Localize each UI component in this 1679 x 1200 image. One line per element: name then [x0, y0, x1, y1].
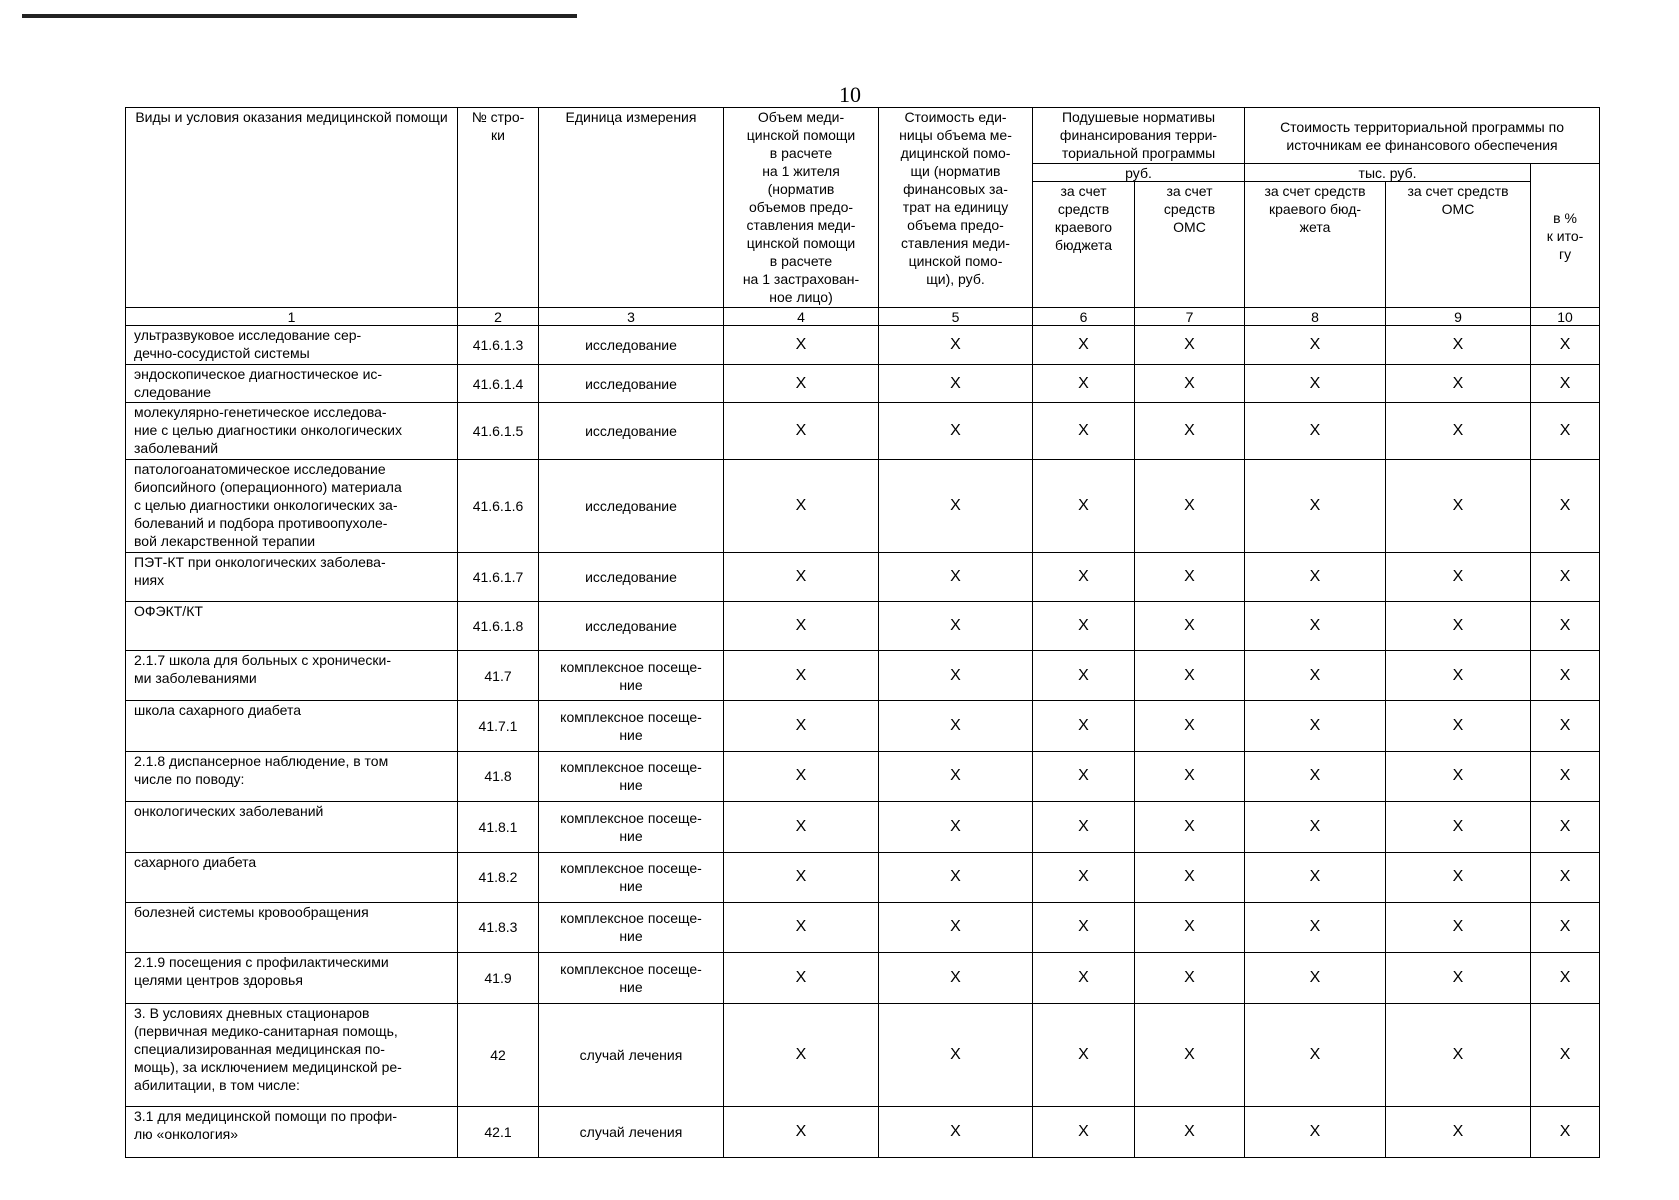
top-rule — [22, 14, 577, 18]
table-row — [126, 701, 1600, 751]
row-line-number: 41.7 — [458, 651, 539, 701]
row-unit: комплексное посеще- ние — [539, 902, 724, 952]
row-value: X — [724, 952, 879, 1003]
row-value: X — [1245, 553, 1386, 602]
row-value: X — [1531, 365, 1600, 403]
row-value: X — [1531, 326, 1600, 365]
row-value: X — [1033, 326, 1135, 365]
row-value: X — [1033, 602, 1135, 651]
header-line-number: № стро- ки — [458, 108, 539, 308]
header-volume: Объем меди- цинской помощи в расчете на 1 жителя (норматив объемов предо- ставления меди- цинской помощи в расчете на 1 застрахован- ное лицо) — [724, 108, 879, 308]
row-value: X — [1386, 902, 1531, 952]
row-value: X — [879, 801, 1033, 852]
row-name: школа сахарного диабета — [126, 701, 458, 751]
row-value: X — [1531, 902, 1600, 952]
row-value: X — [1135, 602, 1245, 651]
row-value: X — [724, 403, 879, 460]
row-unit: комплексное посеще- ние — [539, 751, 724, 801]
column-number: 5 — [879, 308, 1033, 326]
row-value: X — [1245, 1106, 1386, 1157]
table-row — [126, 902, 1600, 952]
row-value: X — [1245, 326, 1386, 365]
row-unit: комплексное посеще- ние — [539, 952, 724, 1003]
row-value: X — [1033, 701, 1135, 751]
row-value: X — [1135, 326, 1245, 365]
table-row — [126, 852, 1600, 902]
row-value: X — [879, 1106, 1033, 1157]
row-unit: случай лечения — [539, 1106, 724, 1157]
row-line-number: 41.7.1 — [458, 701, 539, 751]
row-value: X — [1033, 651, 1135, 701]
row-value: X — [1531, 651, 1600, 701]
row-line-number: 41.6.1.3 — [458, 326, 539, 365]
row-value: X — [1135, 403, 1245, 460]
row-value: X — [1386, 553, 1531, 602]
column-number: 10 — [1531, 308, 1600, 326]
row-value: X — [724, 553, 879, 602]
row-line-number: 42 — [458, 1003, 539, 1106]
row-value: X — [1531, 751, 1600, 801]
row-line-number: 41.8.3 — [458, 902, 539, 952]
row-value: X — [879, 651, 1033, 701]
row-value: X — [1386, 403, 1531, 460]
row-value: X — [724, 801, 879, 852]
row-value: X — [1135, 365, 1245, 403]
row-unit: исследование — [539, 403, 724, 460]
row-value: X — [1386, 365, 1531, 403]
header-cost-budget: за счет средств краевого бюд- жета — [1245, 182, 1386, 308]
row-value: X — [1531, 1106, 1600, 1157]
row-name: 2.1.9 посещения с профилактическими целями центров здоровья — [126, 952, 458, 1003]
header-program-cost-group: Стоимость территориальной программы по источникам ее финансового обеспечения — [1245, 108, 1600, 164]
row-value: X — [1135, 460, 1245, 553]
row-value: X — [1135, 801, 1245, 852]
row-value: X — [879, 326, 1033, 365]
financing-table — [125, 107, 1600, 1158]
row-value: X — [1135, 651, 1245, 701]
row-name: патологоанатомическое исследование биопсийного (операционного) материала с целью диагностики онкологических за- болеваний и подбора противоопухоле- вой лекарственной терапии — [126, 460, 458, 553]
table-row — [126, 952, 1600, 1003]
row-line-number: 41.6.1.7 — [458, 553, 539, 602]
row-value: X — [1245, 902, 1386, 952]
row-value: X — [1245, 852, 1386, 902]
row-value: X — [1245, 751, 1386, 801]
row-value: X — [1245, 602, 1386, 651]
row-value: X — [879, 553, 1033, 602]
row-value: X — [724, 751, 879, 801]
row-value: X — [879, 365, 1033, 403]
row-value: X — [879, 403, 1033, 460]
row-value: X — [1531, 602, 1600, 651]
row-value: X — [1033, 365, 1135, 403]
row-name: сахарного диабета — [126, 852, 458, 902]
row-value: X — [879, 751, 1033, 801]
row-value: X — [879, 602, 1033, 651]
row-value: X — [1135, 1003, 1245, 1106]
column-number-row — [126, 308, 1600, 326]
row-value: X — [1386, 751, 1531, 801]
row-unit: комплексное посеще- ние — [539, 651, 724, 701]
row-name: ОФЭКТ/КТ — [126, 602, 458, 651]
row-line-number: 41.6.1.6 — [458, 460, 539, 553]
row-value: X — [724, 852, 879, 902]
row-line-number: 41.6.1.5 — [458, 403, 539, 460]
table-row — [126, 602, 1600, 651]
row-value: X — [724, 651, 879, 701]
row-value: X — [724, 365, 879, 403]
row-value: X — [724, 326, 879, 365]
table-row — [126, 365, 1600, 403]
row-value: X — [1245, 460, 1386, 553]
row-value: X — [1386, 602, 1531, 651]
column-number: 9 — [1386, 308, 1531, 326]
row-name: 2.1.7 школа для больных с хронически- ми заболеваниями — [126, 651, 458, 701]
row-value: X — [1386, 460, 1531, 553]
column-number: 2 — [458, 308, 539, 326]
row-value: X — [1033, 460, 1135, 553]
row-value: X — [1531, 553, 1600, 602]
row-value: X — [724, 1106, 879, 1157]
row-name: 3. В условиях дневных стационаров (первичная медико-санитарная помощь, специализированная медицинская по- мощь), за исключением медицинской ре- абилитации, в том числе: — [126, 1003, 458, 1106]
row-value: X — [1135, 852, 1245, 902]
row-value: X — [1245, 651, 1386, 701]
row-value: X — [724, 602, 879, 651]
header-per-capita-oms: за счет средств ОМС — [1135, 182, 1245, 308]
header-per-capita-group: Подушевые нормативы финансирования терри- ториальной программы — [1033, 108, 1245, 164]
row-unit: исследование — [539, 365, 724, 403]
row-name: эндоскопическое диагностическое ис- следование — [126, 365, 458, 403]
row-value: X — [1245, 801, 1386, 852]
row-unit: исследование — [539, 602, 724, 651]
row-unit: случай лечения — [539, 1003, 724, 1106]
row-value: X — [1135, 701, 1245, 751]
column-number: 1 — [126, 308, 458, 326]
row-line-number: 41.9 — [458, 952, 539, 1003]
column-number: 6 — [1033, 308, 1135, 326]
row-unit: исследование — [539, 553, 724, 602]
row-name: онкологических заболеваний — [126, 801, 458, 852]
header-cost-oms: за счет средств ОМС — [1386, 182, 1531, 308]
row-line-number: 41.6.1.8 — [458, 602, 539, 651]
header-unit-thous-rub: тыс. руб. — [1245, 164, 1531, 182]
row-value: X — [1245, 701, 1386, 751]
row-value: X — [1245, 403, 1386, 460]
row-value: X — [724, 701, 879, 751]
header-percent-of-total: в % к ито- гу — [1531, 164, 1600, 308]
row-value: X — [879, 460, 1033, 553]
row-value: X — [1135, 751, 1245, 801]
row-unit: исследование — [539, 460, 724, 553]
row-value: X — [1531, 1003, 1600, 1106]
row-value: X — [1386, 326, 1531, 365]
row-value: X — [1033, 403, 1135, 460]
row-value: X — [1033, 1106, 1135, 1157]
row-value: X — [1033, 852, 1135, 902]
row-name: 3.1 для медицинской помощи по профи- лю «онкология» — [126, 1106, 458, 1157]
table-row — [126, 460, 1600, 553]
row-value: X — [879, 1003, 1033, 1106]
row-value: X — [879, 852, 1033, 902]
column-number: 7 — [1135, 308, 1245, 326]
row-value: X — [1531, 460, 1600, 553]
row-value: X — [1386, 801, 1531, 852]
row-name: ПЭТ-КТ при онкологических заболева- ниях — [126, 553, 458, 602]
header-unit-rub: руб. — [1033, 164, 1245, 182]
row-value: X — [1386, 651, 1531, 701]
row-value: X — [1245, 365, 1386, 403]
row-value: X — [1033, 1003, 1135, 1106]
row-unit: исследование — [539, 326, 724, 365]
row-value: X — [1033, 553, 1135, 602]
header-unit: Единица измерения — [539, 108, 724, 308]
row-value: X — [1386, 952, 1531, 1003]
row-unit: комплексное посеще- ние — [539, 801, 724, 852]
header-per-capita-budget: за счет средств краевого бюджета — [1033, 182, 1135, 308]
row-value: X — [1135, 902, 1245, 952]
row-value: X — [724, 1003, 879, 1106]
row-value: X — [879, 701, 1033, 751]
row-value: X — [1531, 952, 1600, 1003]
table-row — [126, 801, 1600, 852]
row-line-number: 41.8 — [458, 751, 539, 801]
row-value: X — [879, 902, 1033, 952]
table-row — [126, 751, 1600, 801]
row-name: 2.1.8 диспансерное наблюдение, в том числе по поводу: — [126, 751, 458, 801]
row-value: X — [1135, 553, 1245, 602]
row-line-number: 41.8.2 — [458, 852, 539, 902]
row-value: X — [1033, 801, 1135, 852]
row-value: X — [1245, 1003, 1386, 1106]
row-line-number: 41.6.1.4 — [458, 365, 539, 403]
row-unit: комплексное посеще- ние — [539, 701, 724, 751]
row-value: X — [724, 902, 879, 952]
row-value: X — [1531, 403, 1600, 460]
table-row — [126, 553, 1600, 602]
row-value: X — [1531, 701, 1600, 751]
row-value: X — [1033, 952, 1135, 1003]
header-types-of-care: Виды и условия оказания медицинской помощи — [126, 108, 458, 308]
row-value: X — [1531, 852, 1600, 902]
table-row — [126, 403, 1600, 460]
row-value: X — [1386, 1003, 1531, 1106]
row-line-number: 41.8.1 — [458, 801, 539, 852]
row-value: X — [1386, 1106, 1531, 1157]
row-value: X — [1531, 801, 1600, 852]
column-number: 3 — [539, 308, 724, 326]
row-value: X — [1033, 902, 1135, 952]
row-name: ультразвуковое исследование сер- дечно-сосудистой системы — [126, 326, 458, 365]
row-name: молекулярно-генетическое исследова- ние с целью диагностики онкологических заболеваний — [126, 403, 458, 460]
row-value: X — [1386, 852, 1531, 902]
table-row — [126, 326, 1600, 365]
column-number: 8 — [1245, 308, 1386, 326]
row-value: X — [724, 460, 879, 553]
row-value: X — [879, 952, 1033, 1003]
row-value: X — [1135, 952, 1245, 1003]
table-row — [126, 1003, 1600, 1106]
row-value: X — [1033, 751, 1135, 801]
row-value: X — [1386, 701, 1531, 751]
table-row — [126, 1106, 1600, 1157]
column-number: 4 — [724, 308, 879, 326]
row-unit: комплексное посеще- ние — [539, 852, 724, 902]
row-value: X — [1245, 952, 1386, 1003]
page-number: 10 — [839, 82, 861, 107]
row-value: X — [1135, 1106, 1245, 1157]
row-name: болезней системы кровообращения — [126, 902, 458, 952]
header-unit-cost: Стоимость еди- ницы объема ме- дицинской помо- щи (норматив финансовых за- трат на единицу объема предо- ставления меди- цинской помо- щи), руб. — [879, 108, 1033, 308]
row-line-number: 42.1 — [458, 1106, 539, 1157]
table-row — [126, 651, 1600, 701]
